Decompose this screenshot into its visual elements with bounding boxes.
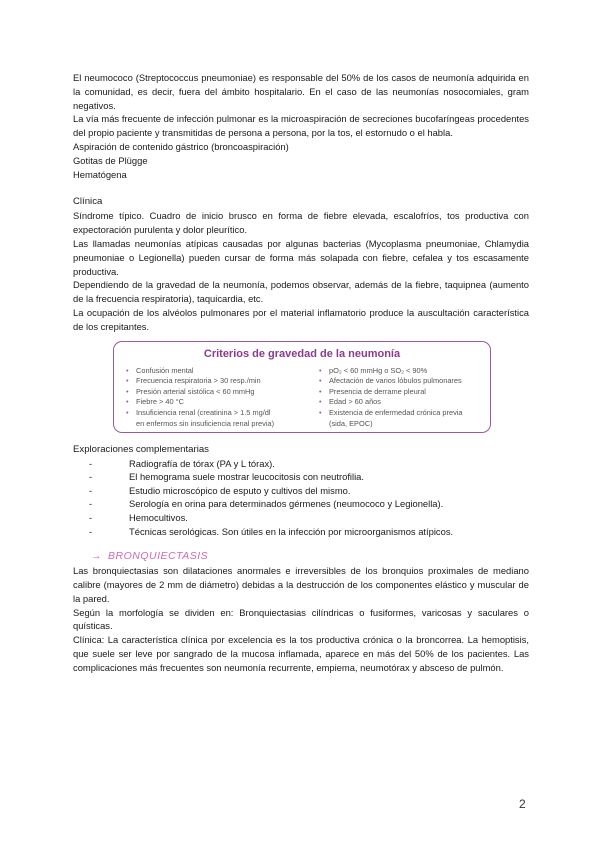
document-page	[73, 71, 529, 674]
criteria-left-list	[124, 366, 309, 430]
list-item: - Hemocultivos.	[89, 511, 529, 525]
exploraciones-list	[73, 457, 529, 539]
criteria-item: • Presión arterial sistólica < 60 mmHg	[124, 387, 309, 398]
criteria-item: • pO₂ < 60 mmHg o SO₂ < 90%	[317, 366, 487, 377]
bronquiectasis-paragraph-3: Clínica: La característica clínica por excelencia es la tos productiva crónica o la broncorrea. La hemoptisis, que suele ser leve por sangrado de la mucosa inflamada, aparece en más del 50% de los pacientes. Las complicaciones más frecuentes son neumonía recurrente, empiema, neumotórax y absceso de pulmón.	[73, 634, 529, 673]
clinica-paragraph-4: La ocupación de los alvéolos pulmonares por el material inflamatorio produce la auscultación característica de los crepitantes.	[73, 306, 529, 332]
list-item: - Radiografía de tórax (PA y L tórax).	[89, 457, 529, 471]
intro-paragraph-4: Gotitas de Plügge	[73, 154, 148, 166]
clinica-paragraph-2: Las llamadas neumonías atípicas causadas por algunas bacterias (Mycoplasma pneumoniae, Chlamydia pneumoniae o Legionella) pueden cursar de forma más solapada con fiebre, cefalea y tos escasamente productiva.	[73, 237, 529, 277]
criteria-item-continuation: en enfermos sin insuficiencia renal previa)	[136, 418, 275, 428]
clinica-paragraph-3: Dependiendo de la gravedad de la neumonía, podemos observar, además de la fiebre, taquipnea (aumento de la frecuencia respiratoria), taquicardia, etc.	[73, 279, 529, 305]
arrow-right-icon: →	[91, 550, 102, 563]
intro-paragraph-2: La vía más frecuente de infección pulmonar es la microaspiración de secreciones bucofaríngeas procedentes del propio paciente y transmitidas de persona a persona, por la tos, el estornudo o el habla.	[73, 113, 529, 139]
bronquiectasis-title	[91, 550, 529, 562]
criteria-item: • Existencia de enfermedad crónica previa	[317, 408, 487, 419]
criteria-item: • Presencia de derrame pleural	[317, 387, 487, 398]
intro-paragraph-1: El neumococo (Streptococcus pneumoniae) es responsable del 50% de los casos de neumonía adquirida en la comunidad, es decir, fuera del ámbito hospitalario. En el caso de las neumonías nosocomiales, gram negativos.	[73, 72, 529, 111]
clinica-heading: Clínica	[73, 196, 103, 208]
bronquiectasis-paragraph-2: Según la morfología se dividen en: Bronquiectasias cilíndricas o fusiformes, varicosas y saculares o quísticas.	[73, 606, 529, 632]
criteria-item-continuation: (sida, EPOC)	[329, 418, 373, 428]
criteria-item: • Edad > 60 años	[317, 397, 487, 408]
intro-paragraph-3: Aspiración de contenido gástrico (broncoaspiración)	[73, 140, 289, 152]
criteria-item: • Fiebre > 40 °C	[124, 397, 309, 408]
criteria-item: • Insuficiencia renal (creatinina > 1.5 mg/dl	[124, 408, 309, 419]
criteria-item: • Afectación de varios lóbulos pulmonares	[317, 376, 487, 387]
bronquiectasis-paragraph-1: Las bronquiectasias son dilataciones anormales e irreversibles de los bronquios proximales de mediano calibre (mayores de 2 mm de diámetro) debidas a la destrucción de los componentes elástico y muscular de la pared.	[73, 565, 529, 604]
bronquiectasis-title-text: BRONQUIECTASIS	[108, 550, 209, 563]
criteria-item: • Confusión mental	[124, 366, 309, 377]
list-item: - El hemograma suele mostrar leucocitosis con neutrofilia.	[89, 470, 529, 484]
criteria-box	[113, 341, 491, 433]
criteria-item: • Frecuencia respiratoria > 30 resp./min	[124, 376, 309, 387]
clinica-paragraph-1: Síndrome típico. Cuadro de inicio brusco en forma de fiebre elevada, escalofríos, tos productiva con expectoración purulenta y dolor pleurítico.	[73, 210, 529, 236]
page-number: 2	[519, 797, 526, 811]
list-item: - Técnicas serológicas. Son útiles en la infección por microorganismos atípicos.	[89, 525, 529, 539]
intro-paragraph-5: Hematógena	[73, 168, 127, 180]
criteria-title: Criterios de gravedad de la neumonía	[203, 347, 401, 360]
list-item: - Serología en orina para determinados gérmenes (neumococo y Legionella).	[89, 497, 529, 511]
criteria-right-list	[317, 366, 487, 430]
exploraciones-heading: Exploraciones complementarias	[73, 443, 209, 455]
list-item: - Estudio microscópico de esputo y cultivos del mismo.	[89, 484, 529, 498]
